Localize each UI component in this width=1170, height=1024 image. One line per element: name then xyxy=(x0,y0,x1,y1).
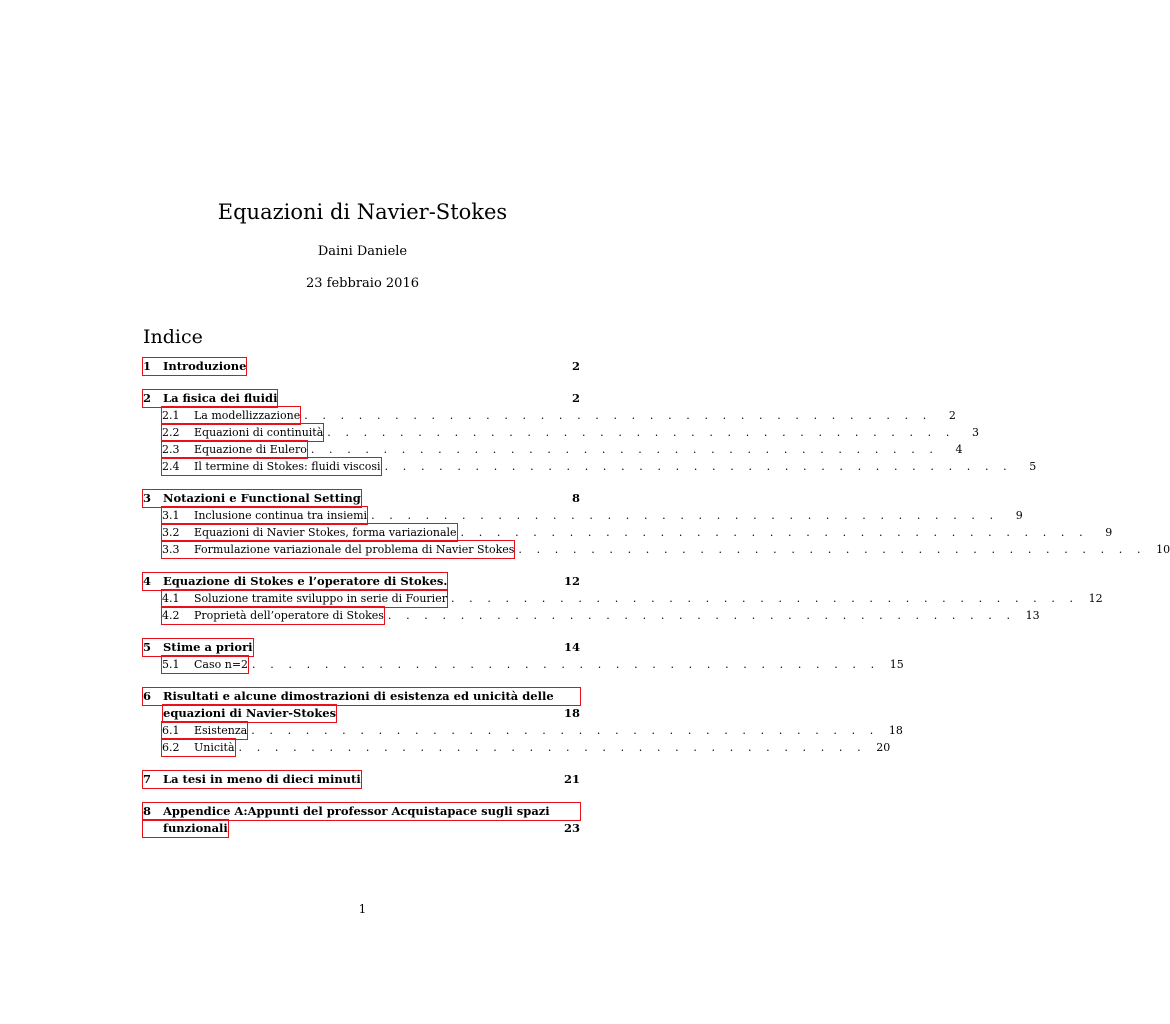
toc-section-row[interactable] xyxy=(143,490,580,507)
toc-subsection-row[interactable] xyxy=(143,656,904,673)
section-page: 14 xyxy=(563,640,580,654)
toc-section-7 xyxy=(143,771,580,788)
subsection-title: Formulazione variazionale del problema di Navier Stokes xyxy=(194,543,515,556)
section-number: 6 xyxy=(143,689,152,703)
subsection-number: 3.3 xyxy=(162,543,180,556)
document-title: Equazioni di Navier-Stokes xyxy=(217,200,508,224)
subsection-title: Caso n=2 xyxy=(194,658,249,671)
document-date: 23 febbraio 2016 xyxy=(306,276,419,291)
subsection-page: 20 xyxy=(876,741,891,754)
toc-section-link[interactable] xyxy=(143,803,580,820)
section-title: La tesi in meno di dieci minuti xyxy=(163,772,361,786)
subsection-page: 12 xyxy=(1088,592,1103,605)
subsection-page: 13 xyxy=(1025,609,1040,622)
toc-section-5 xyxy=(143,639,904,673)
toc-section-row[interactable] xyxy=(143,358,580,375)
leader-dots: . . . . . . . . . . . . . . . . . . . . . . . . . . . . . . . . . . . xyxy=(384,460,1013,473)
toc-section-row-continued xyxy=(143,705,580,722)
page-number: 1 xyxy=(358,902,367,916)
toc-section-link[interactable] xyxy=(143,639,253,656)
toc-subsection-link[interactable] xyxy=(162,739,235,756)
subsection-page: 18 xyxy=(888,724,903,737)
toc-section-link[interactable] xyxy=(143,771,361,788)
subsection-number: 3.2 xyxy=(162,526,180,539)
table-of-contents xyxy=(143,358,1170,837)
section-number: 4 xyxy=(143,574,152,588)
toc-subsection-link[interactable] xyxy=(162,407,300,424)
section-number: 8 xyxy=(143,804,152,818)
subsection-number: 6.2 xyxy=(162,741,180,754)
leader-dots: . . . . . . . . . . . . . . . . . . . . . . . . . . . . . . . . . . . xyxy=(518,543,1147,556)
toc-heading: Indice xyxy=(143,326,203,348)
leader-dots: . . . . . . . . . . . . . . . . . . . . . . . . . . . . . . . . . . . xyxy=(310,443,939,456)
section-title: Equazione di Stokes e l’operatore di Stokes. xyxy=(163,574,448,588)
leader-dots: . . . . . . . . . . . . . . . . . . . . . . . . . . . . . . . . . . . xyxy=(251,724,879,737)
section-page: 12 xyxy=(563,574,580,588)
section-title: Notazioni e Functional Setting xyxy=(163,491,361,505)
subsection-number: 2.1 xyxy=(162,409,180,422)
toc-subsection-link[interactable] xyxy=(162,424,323,441)
subsection-title: Soluzione tramite sviluppo in serie di Fourier xyxy=(194,592,447,605)
toc-subsection-link[interactable] xyxy=(162,541,514,558)
leader-dots: . . . . . . . . . . . . . . . . . . . . . . . . . . . . . . . . . . . xyxy=(304,409,932,422)
section-number: 5 xyxy=(143,640,152,654)
section-title-line1: Appendice A:Appunti del professor Acquistapace sugli spazi xyxy=(163,804,550,818)
toc-subsection-row[interactable] xyxy=(143,441,963,458)
subsection-title: Equazione di Eulero xyxy=(194,443,307,456)
leader-dots: . . . . . . . . . . . . . . . . . . . . . . . . . . . . . . . . . . . xyxy=(450,592,1079,605)
toc-subsection-row[interactable] xyxy=(143,524,1113,541)
subsection-page: 3 xyxy=(971,426,979,439)
leader-dots: . . . . . . . . . . . . . . . . . . . . . . . . . . . . . . . . . . . xyxy=(238,741,867,754)
toc-section-row xyxy=(143,803,580,820)
subsection-page: 9 xyxy=(1015,509,1023,522)
subsection-number: 6.1 xyxy=(162,724,180,737)
section-number: 3 xyxy=(143,491,152,505)
leader-dots: . . . . . . . . . . . . . . . . . . . . . . . . . . . . . . . . . . . xyxy=(371,509,999,522)
subsection-page: 15 xyxy=(889,658,904,671)
toc-section-link[interactable] xyxy=(143,490,361,507)
toc-subsection-row[interactable] xyxy=(143,739,891,756)
subsection-title: La modellizzazione xyxy=(194,409,301,422)
toc-subsection-link[interactable] xyxy=(162,507,367,524)
toc-subsection-link[interactable] xyxy=(162,607,384,624)
section-title-line1: Risultati e alcune dimostrazioni di esistenza ed unicità delle xyxy=(163,689,554,703)
section-page: 18 xyxy=(563,706,580,720)
subsection-page: 2 xyxy=(948,409,956,422)
subsection-title: Equazioni di continuità xyxy=(194,426,324,439)
subsection-number: 3.1 xyxy=(162,509,180,522)
toc-subsection-row[interactable] xyxy=(143,590,1103,607)
toc-section-8 xyxy=(143,803,580,837)
toc-section-row[interactable] xyxy=(143,573,580,590)
toc-section-link[interactable] xyxy=(143,390,277,407)
toc-subsection-row[interactable] xyxy=(143,424,979,441)
subsection-page: 4 xyxy=(955,443,963,456)
toc-section-row[interactable] xyxy=(143,390,580,407)
toc-subsection-row[interactable] xyxy=(143,458,1037,475)
section-page: 2 xyxy=(571,359,580,373)
subsection-number: 5.1 xyxy=(162,658,180,671)
subsection-title: Unicità xyxy=(194,741,235,754)
subsection-number: 2.4 xyxy=(162,460,180,473)
section-number: 1 xyxy=(143,359,152,373)
subsection-title: Equazioni di Navier Stokes, forma variazionale xyxy=(194,526,457,539)
toc-subsection-row[interactable] xyxy=(143,541,1170,558)
section-number: 7 xyxy=(143,772,152,786)
leader-dots: . . . . . . . . . . . . . . . . . . . . . . . . . . . . . . . . . . . xyxy=(460,526,1089,539)
subsection-number: 2.2 xyxy=(162,426,180,439)
toc-subsection-link[interactable] xyxy=(162,590,447,607)
document-author: Daini Daniele xyxy=(317,244,408,259)
section-number: 2 xyxy=(143,391,152,405)
section-title: Introduzione xyxy=(163,359,247,373)
section-title: La fisica dei fluidi xyxy=(163,391,278,405)
toc-subsection-row[interactable] xyxy=(143,407,956,424)
section-page: 8 xyxy=(571,491,580,505)
subsection-title: Inclusione continua tra insiemi xyxy=(194,509,368,522)
section-page: 21 xyxy=(563,772,580,786)
subsection-title: Esistenza xyxy=(194,724,248,737)
toc-section-row xyxy=(143,688,580,705)
subsection-title: Il termine di Stokes: fluidi viscosi xyxy=(194,460,381,473)
toc-section-link[interactable] xyxy=(143,358,246,375)
toc-subsection-row[interactable] xyxy=(143,607,1040,624)
toc-section-link[interactable] xyxy=(143,688,580,705)
section-title-line2[interactable]: funzionali xyxy=(143,820,228,837)
subsection-page: 9 xyxy=(1105,526,1113,539)
section-title: Stime a priori xyxy=(163,640,253,654)
leader-dots: . . . . . . . . . . . . . . . . . . . . . . . . . . . . . . . . . . . xyxy=(387,609,1016,622)
section-page: 2 xyxy=(571,391,580,405)
toc-subsection-row[interactable] xyxy=(143,722,903,739)
subsection-number: 2.3 xyxy=(162,443,180,456)
toc-section-row-continued xyxy=(143,820,580,837)
leader-dots: . . . . . . . . . . . . . . . . . . . . . . . . . . . . . . . . . . . xyxy=(252,658,880,671)
toc-subsection-row[interactable] xyxy=(143,507,1023,524)
toc-section-4 xyxy=(143,573,1103,624)
subsection-title: Proprietà dell’operatore di Stokes xyxy=(194,609,384,622)
toc-subsection-link[interactable] xyxy=(162,524,457,541)
toc-subsection-link[interactable] xyxy=(162,441,307,458)
toc-subsection-link[interactable] xyxy=(162,722,247,739)
toc-subsection-link[interactable] xyxy=(162,458,381,475)
leader-dots: . . . . . . . . . . . . . . . . . . . . . . . . . . . . . . . . . . . xyxy=(327,426,955,439)
section-page: 23 xyxy=(563,821,580,835)
subsection-number: 4.1 xyxy=(162,592,180,605)
toc-section-row[interactable] xyxy=(143,771,580,788)
toc-section-row[interactable] xyxy=(143,639,580,656)
toc-section-6 xyxy=(143,688,903,756)
toc-section-1 xyxy=(143,358,580,375)
section-title-line2[interactable]: equazioni di Navier-Stokes xyxy=(163,706,337,720)
toc-section-link[interactable] xyxy=(143,573,447,590)
subsection-page: 10 xyxy=(1156,543,1170,556)
toc-subsection-link[interactable] xyxy=(162,656,248,673)
subsection-number: 4.2 xyxy=(162,609,180,622)
toc-section-2 xyxy=(143,390,1037,475)
subsection-page: 5 xyxy=(1029,460,1037,473)
toc-section-3 xyxy=(143,490,1170,558)
